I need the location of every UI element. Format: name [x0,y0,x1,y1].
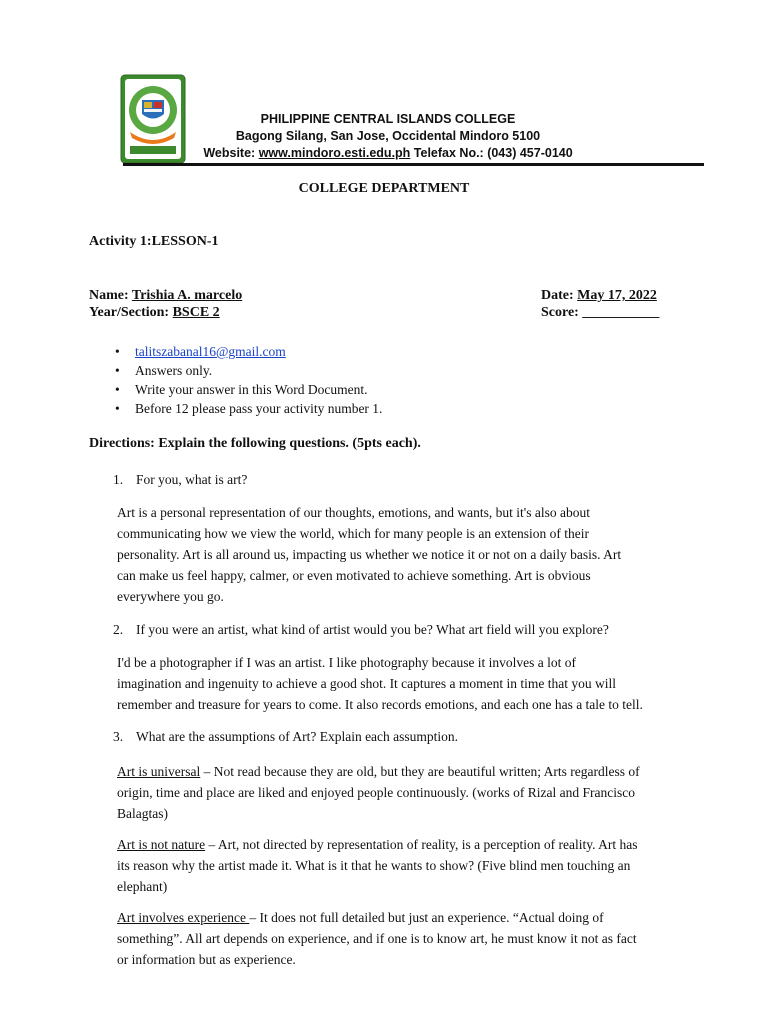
directions: Directions: Explain the following questions. (5pts each). [89,436,421,451]
list-item: • Write your answer in this Word Document. [113,380,382,399]
header-divider [123,163,704,166]
date-label: Date: [541,288,574,303]
contact-line [188,145,588,162]
question-number: 1. [113,472,124,487]
name-row [89,288,242,304]
assumption-term: Art involves experience [117,910,250,925]
department-title: COLLEGE DEPARTMENT [298,181,470,196]
name-label: Name: [89,288,129,303]
telefax: Telefax No.: (043) 457-0140 [413,146,573,160]
section-row [89,305,220,321]
college-name: PHILIPPINE CENTRAL ISLANDS COLLEGE [260,112,516,126]
question-3 [113,727,693,746]
section-label: Year/Section: [89,305,170,320]
question-number: 3. [113,729,124,744]
website-label: Website: [203,146,256,160]
question-text: For you, what is art? [136,472,248,487]
question-number: 2. [113,622,124,637]
date-row [541,288,657,304]
activity-date: May 17, 2022 [577,288,657,303]
email-link[interactable]: talitszabanal16@gmail.com [135,344,286,359]
assumption-term: Art is universal [117,764,201,779]
college-address: Bagong Silang, San Jose, Occidental Mindoro 5100 [235,129,541,143]
score-label: Score: [541,305,579,320]
question-2 [113,620,693,639]
website-link[interactable]: www.mindoro.esti.edu.ph [258,146,411,160]
question-text: If you were an artist, what kind of artist would you be? What art field will you explore? [136,622,609,637]
question-text: What are the assumptions of Art? Explain each assumption. [136,729,459,744]
answer-1: Art is a personal representation of our thoughts, emotions, and wants, but it's also about communicating how we view the world, which for many people is an extension of their personality. Art is all around us, impacting us whether we notice it or not on a daily basis. Art can make us feel happy, calmer, or even motivated to achieve something. Art is obvious everywhere you go. [117,505,622,604]
assumption-experience: Art involves experience – It does not full detailed but just an experience. “Actual doing of something”. All art depends on experience, and if one is to know art, he must know it not as fact or information but as experience. [117,910,637,967]
list-item: • Before 12 please pass your activity number 1. [113,399,382,418]
student-name: Trishia A. marcelo [131,288,243,303]
student-section: BSCE 2 [172,305,220,320]
assumption-universal: Art is universal – Not read because they are old, but they are beautiful written; Arts regardless of origin, time and place are liked and enjoyed people continuously. (works of Rizal and Francisco Balagtas) [117,764,640,821]
activity-title: Activity 1:LESSON-1 [89,234,219,249]
college-logo [120,74,186,164]
answer-2: I'd be a photographer if I was an artist. I like photography because it involves a lot of imagination and ingenuity to achieve a good shot. It captures a moment in time that you will remember and treasure for years to come. It also records emotions, and each one has a tale to tell. [117,655,643,712]
instructions-list [113,342,382,418]
assumption-term: Art is not nature [117,837,206,852]
score-row [541,305,659,321]
list-item: • Answers only. [113,361,382,380]
score-blank: ___________ [582,305,660,320]
list-item [113,342,382,361]
question-1 [113,470,693,489]
assumption-not-nature: Art is not nature – Art, not directed by representation of reality, is a perception of reality. Art has its reason why the artist made it. What is it that he wants to show? (Five blind men touching an elephant) [117,837,638,894]
